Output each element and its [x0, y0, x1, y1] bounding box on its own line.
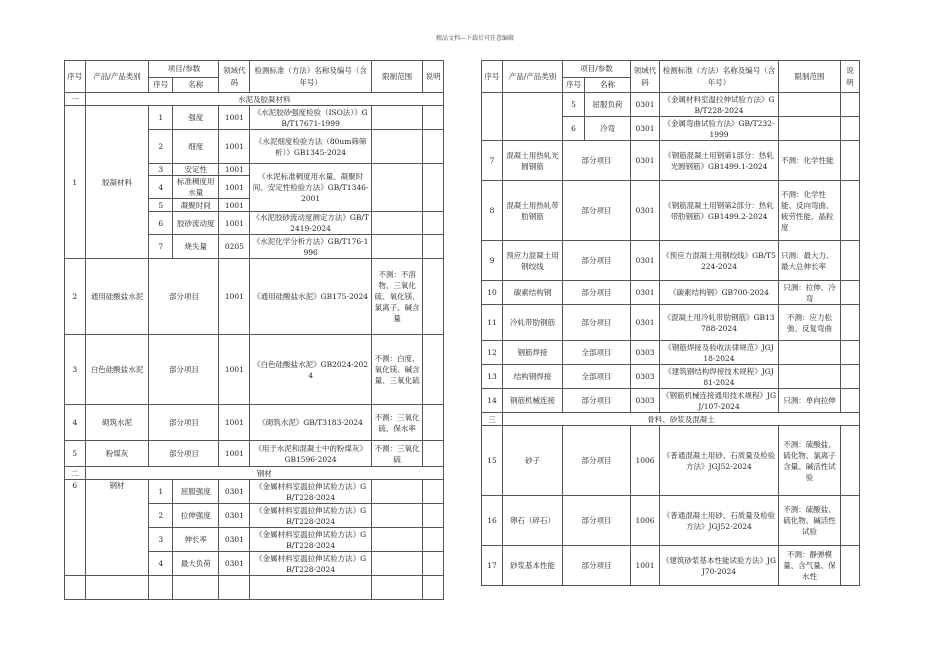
row-code: 0301 — [631, 141, 660, 181]
item-name: 标准稠度用水量 — [173, 176, 219, 199]
row-standard: 《钢筋机械连接通用技术规程》JGJ/107-2024 — [660, 389, 779, 413]
item-standard: 《水泥化学分析方法》GB/T176-1996 — [250, 235, 372, 259]
item-note — [423, 130, 444, 164]
row-product: 砂浆基本性能 — [503, 546, 563, 586]
item-seq: 1 — [149, 106, 173, 130]
item-name: 细度 — [173, 130, 219, 164]
row-item: 全部项目 — [563, 341, 631, 365]
left-table — [64, 60, 444, 600]
row-note — [423, 335, 444, 405]
table-row — [482, 496, 860, 546]
row-limit — [779, 365, 841, 389]
row-product: 混凝土用热轧光圆钢筋 — [503, 141, 563, 181]
row-product: 碳素结构钢 — [503, 281, 563, 305]
row-standard: 《建筑钢结构焊接技术规程》JGJ81-2024 — [660, 365, 779, 389]
row-item: 部分项目 — [563, 241, 631, 281]
table-row — [65, 480, 444, 504]
row-item: 全部项目 — [563, 365, 631, 389]
row-limit — [779, 341, 841, 365]
row-standard: 《预应力混凝土用钢绞线》GB/T5224-2024 — [660, 241, 779, 281]
row-limit: 只测：单向拉伸 — [779, 389, 841, 413]
row-limit: 不测：化学性能 — [779, 141, 841, 181]
row-code: 1001 — [219, 441, 250, 467]
header-standard: 检测标准（方法）名称及编号（含年号） — [250, 61, 372, 93]
item-name: 胶砂流动度 — [173, 212, 219, 235]
item-code: 0301 — [219, 504, 250, 528]
row-product: 钢筋机械连接 — [503, 389, 563, 413]
row-standard: 《钢筋混凝土用钢第1部分：热轧光圆钢筋》GB1499.1-2024 — [660, 141, 779, 181]
row-limit: 不测：应力松弛、反复弯曲 — [779, 305, 841, 341]
row-code: 1006 — [631, 426, 660, 496]
right-table — [481, 60, 860, 586]
item-name: 凝聚时间 — [173, 199, 219, 212]
row-standard: 《建筑砂浆基本性能试验方法》JGJ70-2024 — [660, 546, 779, 586]
row-item: 部分项目 — [563, 141, 631, 181]
row-item: 部分项目 — [563, 281, 631, 305]
header-note: 说明 — [841, 61, 860, 93]
item-note — [423, 504, 444, 528]
header-domain-code: 领域代码 — [219, 61, 250, 93]
header-product: 产品/产品类别 — [503, 61, 563, 93]
row-seq: 3 — [65, 335, 86, 405]
row-seq: 13 — [482, 365, 503, 389]
row-standard: 《普通混凝土用砂、石质量及检验方法》JGJ52-2024 — [660, 496, 779, 546]
table-row — [65, 576, 444, 600]
row-seq: 12 — [482, 341, 503, 365]
row-standard: 《钢筋焊接及验收法律规范》JGJ18-2024 — [660, 341, 779, 365]
item-name: 冷弯 — [585, 117, 631, 141]
row-item: 部分项目 — [563, 181, 631, 241]
header-standard: 检测标准（方法）名称及编号（含年号） — [660, 61, 779, 93]
row-note — [841, 389, 860, 413]
item-note — [841, 93, 860, 117]
row-item: 部分项目 — [563, 496, 631, 546]
row-code: 1001 — [219, 405, 250, 441]
section-number: 二 — [65, 467, 86, 480]
section-title: 水泥及胶凝材料 — [85, 93, 443, 106]
header-name: 名称 — [173, 78, 219, 93]
item-seq: 4 — [149, 176, 173, 199]
row-product: 通用硅酸盐水泥 — [85, 259, 149, 335]
item-note — [841, 117, 860, 141]
row-item: 部分项目 — [149, 259, 219, 335]
item-limit — [371, 130, 422, 164]
row-seq: 1 — [65, 106, 86, 259]
item-limit — [371, 504, 422, 528]
item-limit — [779, 93, 841, 117]
page-header: 精品文档---下载后可任意编辑 — [435, 35, 515, 42]
item-limit — [371, 528, 422, 552]
row-note — [841, 281, 860, 305]
section-title: 骨料、砂浆及混凝土 — [503, 413, 860, 426]
header-item-param: 项目/参数 — [149, 61, 219, 78]
item-standard: 《金属材料室温拉伸试验方法》GB/T228-2024 — [250, 480, 372, 504]
row-limit: 不测：化学性能、反向弯曲、疲劳性能、晶粒度 — [779, 181, 841, 241]
item-limit — [371, 235, 422, 259]
table-row — [482, 181, 860, 241]
row-note — [423, 259, 444, 335]
item-code: 1001 — [219, 176, 250, 199]
item-name: 强度 — [173, 106, 219, 130]
item-name: 烧失量 — [173, 235, 219, 259]
header-item-param: 项目/参数 — [563, 61, 631, 78]
row-product: 白色硅酸盐水泥 — [85, 335, 149, 405]
row-code: 0301 — [631, 181, 660, 241]
row-code: 0301 — [631, 241, 660, 281]
item-name: 最大负荷 — [173, 552, 219, 576]
row-limit: 不测：三氧化硫、保水率 — [371, 405, 422, 441]
row-note — [841, 181, 860, 241]
item-seq: 4 — [149, 552, 173, 576]
row-product: 冷轧带肋钢筋 — [503, 305, 563, 341]
item-limit — [371, 552, 422, 576]
item-standard: 《金属材料室温拉伸试验方法》GB/T228-2024 — [250, 552, 372, 576]
section-row — [65, 467, 444, 480]
row-limit: 只测：拉伸、冷弯 — [779, 281, 841, 305]
row-seq: 14 — [482, 389, 503, 413]
item-seq: 1 — [149, 480, 173, 504]
item-note — [423, 552, 444, 576]
item-code: 0301 — [219, 552, 250, 576]
table-row — [65, 106, 444, 130]
item-note — [423, 164, 444, 212]
row-standard: 《白色硅酸盐水泥》GB2024-2024 — [250, 335, 372, 405]
row-note — [841, 141, 860, 181]
row-note — [423, 441, 444, 467]
row-standard: 《普通混凝土用砂、石质量及检验方法》JGJ52-2024 — [660, 426, 779, 496]
item-standard: 《金属材料室温拉伸试验方法》GB/T228-2024 — [660, 93, 779, 117]
row-product: 砂子 — [503, 426, 563, 496]
row-item: 部分项目 — [563, 426, 631, 496]
table-row — [482, 305, 860, 341]
item-standard: 《金属材料室温拉伸试验方法》GB/T228-2024 — [250, 528, 372, 552]
row-item: 部分项目 — [149, 405, 219, 441]
row-code: 1006 — [631, 496, 660, 546]
item-name: 屈服负荷 — [585, 93, 631, 117]
row-item: 部分项目 — [563, 389, 631, 413]
row-limit: 只测：最大力、最大总伸长率 — [779, 241, 841, 281]
table-row — [482, 93, 860, 117]
header-limit: 限制范围 — [371, 61, 422, 93]
row-product: 卵石（碎石） — [503, 496, 563, 546]
item-code: 1001 — [219, 212, 250, 235]
item-note — [423, 528, 444, 552]
row-item: 部分项目 — [149, 335, 219, 405]
item-name: 安定性 — [173, 164, 219, 176]
row-note — [841, 305, 860, 341]
row-product: 砌筑水泥 — [85, 405, 149, 441]
header-sub-seq: 序号 — [149, 78, 173, 93]
row-product: 胶凝材料 — [85, 106, 149, 259]
item-seq: 5 — [149, 199, 173, 212]
row-product: 粉煤灰 — [85, 441, 149, 467]
item-limit — [371, 164, 422, 212]
table-row — [65, 441, 444, 467]
row-seq: 4 — [65, 405, 86, 441]
item-seq: 2 — [149, 130, 173, 164]
section-number: 一 — [65, 93, 86, 106]
header-limit: 限制范围 — [779, 61, 841, 93]
item-limit — [371, 480, 422, 504]
row-seq: 8 — [482, 181, 503, 241]
item-standard: 《水泥标准稠度用水量、凝聚时间、安定性检验方法》GB/T1346-2001 — [250, 164, 372, 212]
table-row — [65, 405, 444, 441]
item-note — [423, 212, 444, 235]
row-code: 0303 — [631, 389, 660, 413]
item-note — [423, 480, 444, 504]
header-sub-seq: 序号 — [563, 78, 585, 93]
row-standard: 《用于水泥和混凝土中的粉煤灰》GB1596-2024 — [250, 441, 372, 467]
item-code: 0301 — [219, 480, 250, 504]
row-standard: 《砌筑水泥》GB/T3183-2024 — [250, 405, 372, 441]
row-limit: 不测：硫酸盐、硫化物、碱活性试验 — [779, 496, 841, 546]
header-seq: 序号 — [65, 61, 86, 93]
row-limit: 不测：三氧化硫 — [371, 441, 422, 467]
table-row — [482, 546, 860, 586]
item-standard: 《金属材料室温拉伸试验方法》GB/T228-2024 — [250, 504, 372, 528]
row-code: 1001 — [219, 335, 250, 405]
row-seq: 6 — [65, 480, 86, 576]
item-seq: 7 — [149, 235, 173, 259]
table-row — [482, 241, 860, 281]
item-standard: 《水泥胶砂强度检验（ISO法）》GB/T17671-1999 — [250, 106, 372, 130]
header-note: 说明 — [423, 61, 444, 93]
item-code: 0205 — [219, 235, 250, 259]
item-seq: 2 — [149, 504, 173, 528]
row-product: 预应力混凝土用钢绞线 — [503, 241, 563, 281]
row-item: 部分项目 — [563, 546, 631, 586]
row-note — [423, 405, 444, 441]
item-limit — [371, 212, 422, 235]
item-seq: 6 — [563, 117, 585, 141]
item-code: 1001 — [219, 199, 250, 212]
row-limit: 不测：静弹模量、含气量、保水性 — [779, 546, 841, 586]
header-domain-code: 领域代码 — [631, 61, 660, 93]
row-standard: 《混凝土用冷轧带肋钢筋》GB13788-2024 — [660, 305, 779, 341]
item-code: 1001 — [219, 130, 250, 164]
table-row — [65, 259, 444, 335]
row-item: 部分项目 — [149, 441, 219, 467]
item-note — [423, 235, 444, 259]
item-limit — [371, 106, 422, 130]
table-row — [482, 426, 860, 496]
row-seq: 7 — [482, 141, 503, 181]
item-standard: 《水泥细度检验方法（80um筛筛析）》GB1345-2024 — [250, 130, 372, 164]
row-product: 结构钢焊接 — [503, 365, 563, 389]
item-seq: 5 — [563, 93, 585, 117]
row-seq: 10 — [482, 281, 503, 305]
item-seq: 6 — [149, 212, 173, 235]
section-row — [65, 93, 444, 106]
row-seq: 5 — [65, 441, 86, 467]
table-row — [482, 281, 860, 305]
row-code: 0301 — [631, 305, 660, 341]
item-code: 0301 — [631, 93, 660, 117]
row-seq: 16 — [482, 496, 503, 546]
row-item: 部分项目 — [563, 305, 631, 341]
item-seq: 3 — [149, 164, 173, 176]
section-number: 三 — [482, 413, 503, 426]
item-code: 1001 — [219, 164, 250, 176]
row-seq: 2 — [65, 259, 86, 335]
item-note — [423, 106, 444, 130]
item-name: 拉伸强度 — [173, 504, 219, 528]
row-code: 0303 — [631, 365, 660, 389]
table-row — [482, 341, 860, 365]
item-limit — [779, 117, 841, 141]
item-code: 0301 — [631, 117, 660, 141]
item-name: 伸长率 — [173, 528, 219, 552]
row-seq: 11 — [482, 305, 503, 341]
item-code: 0301 — [219, 528, 250, 552]
item-standard: 《金属弯曲试验方法》GB/T232-1999 — [660, 117, 779, 141]
row-standard: 《碳素结构钢》GB700-2024 — [660, 281, 779, 305]
section-title: 钢材 — [85, 467, 443, 480]
row-note — [841, 426, 860, 496]
table-row — [482, 389, 860, 413]
row-seq: 17 — [482, 546, 503, 586]
row-note — [841, 341, 860, 365]
row-code: 1001 — [219, 259, 250, 335]
table-row — [482, 141, 860, 181]
row-code: 1001 — [631, 546, 660, 586]
row-seq: 9 — [482, 241, 503, 281]
row-note — [841, 241, 860, 281]
row-code: 0301 — [631, 281, 660, 305]
row-product: 钢筋焊接 — [503, 341, 563, 365]
table-row — [482, 365, 860, 389]
row-product: 混凝土用热轧带肋钢筋 — [503, 181, 563, 241]
header-seq: 序号 — [482, 61, 503, 93]
item-name: 屈服强度 — [173, 480, 219, 504]
row-note — [841, 496, 860, 546]
row-standard: 《钢筋混凝土用钢第2部分：热轧带肋钢筋》GB1499.2-2024 — [660, 181, 779, 241]
row-limit: 不测：白度、氧化镁、碱含量、三氧化硫 — [371, 335, 422, 405]
section-row — [482, 413, 860, 426]
table-row — [65, 335, 444, 405]
row-limit: 不测：硫酸盐、硫化物、氯离子含量、碱活性试验 — [779, 426, 841, 496]
row-standard: 《通用硅酸盐水泥》GB175-2024 — [250, 259, 372, 335]
row-note — [841, 546, 860, 586]
row-product: 钢材 — [85, 480, 149, 576]
row-limit: 不测：不溶物、三氧化硫、氧化镁、氯离子、碱含量 — [371, 259, 422, 335]
row-note — [841, 365, 860, 389]
row-code: 0303 — [631, 341, 660, 365]
item-code: 1001 — [219, 106, 250, 130]
header-product: 产品/产品类别 — [85, 61, 149, 93]
header-name: 名称 — [585, 78, 631, 93]
item-seq: 3 — [149, 528, 173, 552]
row-seq: 15 — [482, 426, 503, 496]
item-standard: 《水泥胶砂流动度测定方法》GB/T2419-2024 — [250, 212, 372, 235]
